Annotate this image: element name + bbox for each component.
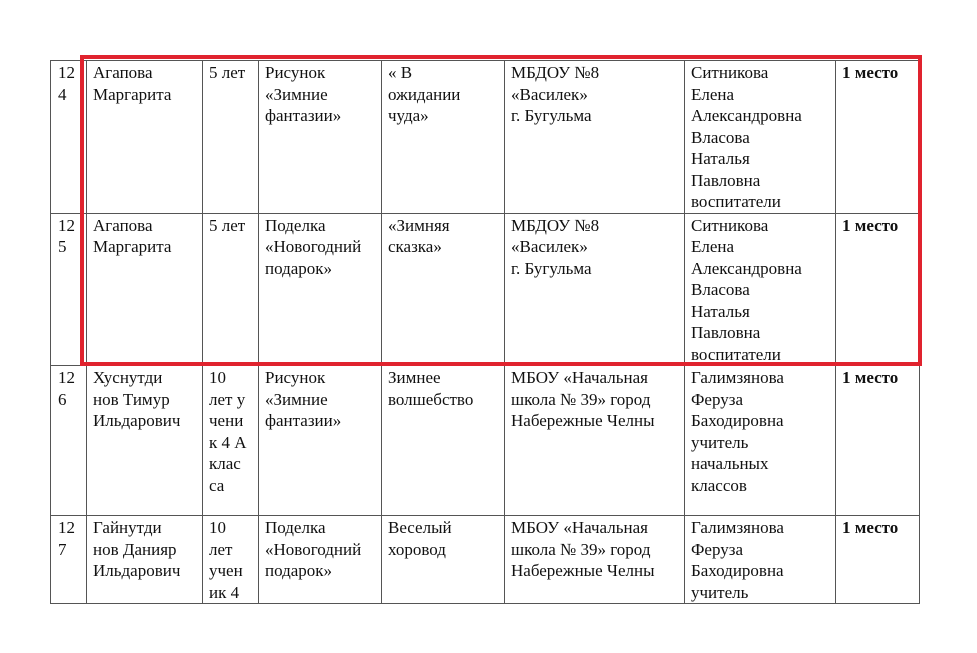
cell-text-line: Наталья	[691, 301, 750, 321]
cell-text-line: «Василек»	[511, 237, 588, 256]
teacher-cell	[685, 61, 836, 214]
cell-text-line: Павловна	[691, 323, 761, 342]
cell-text-line: Рисунок	[265, 368, 326, 387]
cell-text-line: « В	[388, 63, 413, 82]
institution-cell	[505, 213, 685, 366]
cell-text-line: учитель	[691, 582, 749, 602]
cell-text-line: Галимзянова	[691, 518, 784, 537]
work-type-cell	[259, 366, 382, 516]
cell-text-line: МБДОУ №8	[511, 63, 600, 82]
cell-text-line: 6	[58, 389, 67, 409]
cell-text-line: ик 4	[209, 582, 240, 602]
cell-text-line: начальных	[691, 454, 769, 473]
teacher-cell	[685, 516, 836, 604]
cell-text-line: клас	[209, 454, 241, 473]
cell-text-line: учитель	[691, 432, 749, 452]
cell-text-line: 12	[58, 368, 75, 387]
cell-text-line: Веселый	[388, 518, 452, 537]
teacher-cell	[685, 366, 836, 516]
cell-text-line: Феруза	[691, 389, 744, 409]
place-label: 1 место	[842, 518, 899, 537]
cell-text-line: са	[209, 475, 225, 495]
institution-cell	[505, 61, 685, 214]
cell-text-line: Маргарита	[93, 237, 172, 256]
table-body	[51, 61, 920, 604]
cell-text-line: нов Данияр	[93, 539, 177, 559]
cell-text-line: 7	[58, 539, 67, 559]
cell-text-line: лет у	[209, 389, 246, 409]
place-cell	[836, 516, 920, 604]
cell-text-line: «Зимняя	[388, 215, 450, 235]
cell-text-line: Феруза	[691, 539, 744, 559]
work-type-cell	[259, 61, 382, 214]
institution-cell	[505, 366, 685, 516]
cell-text-line: сказка»	[388, 237, 442, 256]
cell-text-line: подарок»	[265, 561, 333, 580]
cell-text-line: МБОУ «Начальная	[511, 518, 648, 537]
place-label: 1 место	[842, 63, 899, 82]
cell-text-line: школа № 39» город	[511, 539, 651, 559]
cell-text-line: воспитатели	[691, 344, 781, 364]
cell-text-line: хоровод	[388, 539, 446, 559]
cell-text-line: Александровна	[691, 106, 802, 125]
cell-text-line: классов	[691, 475, 747, 495]
participant-name-cell	[87, 61, 203, 214]
cell-text-line: 5	[58, 237, 67, 256]
cell-text-line: Баходировна	[691, 411, 784, 430]
cell-text-line: Баходировна	[691, 561, 784, 580]
work-type-cell	[259, 213, 382, 366]
cell-text-line: нов Тимур	[93, 389, 170, 409]
table-row	[51, 61, 920, 214]
cell-text-line: «Зимние	[265, 389, 328, 409]
cell-text-line: Гайнутди	[93, 518, 162, 537]
cell-text-line: МБОУ «Начальная	[511, 368, 648, 387]
cell-text-line: 5 лет	[209, 215, 246, 235]
cell-text-line: к 4 А	[209, 432, 247, 452]
cell-text-line: 10	[209, 368, 226, 387]
cell-text-line: Павловна	[691, 170, 761, 190]
cell-text-line: фантазии»	[265, 106, 342, 125]
cell-text-line: Агапова	[93, 63, 153, 82]
row-number-cell	[51, 366, 87, 516]
cell-text-line: «Василек»	[511, 84, 588, 104]
age-cell	[203, 366, 259, 516]
cell-text-line: чуда»	[388, 106, 429, 125]
row-number-cell	[51, 213, 87, 366]
work-title-cell	[382, 213, 505, 366]
cell-text-line: Елена	[691, 237, 735, 256]
cell-text-line: Ситникова	[691, 215, 769, 235]
teacher-cell	[685, 213, 836, 366]
cell-text-line: «Зимние	[265, 84, 328, 104]
cell-text-line: воспитатели	[691, 192, 781, 211]
table-row	[51, 516, 920, 604]
cell-text-line: Елена	[691, 84, 735, 104]
cell-text-line: «Новогодний	[265, 237, 362, 256]
cell-text-line: МБДОУ №8	[511, 215, 600, 235]
work-title-cell	[382, 366, 505, 516]
cell-text-line: 4	[58, 84, 67, 104]
cell-text-line: Поделка	[265, 518, 326, 537]
table-row	[51, 366, 920, 516]
cell-text-line: Ильдарович	[93, 411, 181, 430]
cell-text-line: Галимзянова	[691, 368, 784, 387]
participant-name-cell	[87, 213, 203, 366]
cell-text-line: Зимнее	[388, 368, 441, 387]
cell-text-line: Набережные Челны	[511, 561, 655, 580]
table-row	[51, 213, 920, 366]
cell-text-line: лет	[209, 539, 233, 559]
cell-text-line: 10	[209, 518, 226, 537]
cell-text-line: Рисунок	[265, 63, 326, 82]
cell-text-line: г. Бугульма	[511, 106, 592, 125]
work-type-cell	[259, 516, 382, 604]
place-label: 1 место	[842, 215, 899, 235]
cell-text-line: Власова	[691, 127, 750, 147]
cell-text-line: Наталья	[691, 149, 750, 168]
cell-text-line: Маргарита	[93, 84, 172, 104]
place-cell	[836, 213, 920, 366]
cell-text-line: Александровна	[691, 258, 802, 278]
place-cell	[836, 366, 920, 516]
cell-text-line: Хуснутди	[93, 368, 163, 387]
row-number-cell	[51, 516, 87, 604]
cell-text-line: подарок»	[265, 258, 333, 278]
work-title-cell	[382, 61, 505, 214]
cell-text-line: Власова	[691, 280, 750, 299]
row-number-cell	[51, 61, 87, 214]
cell-text-line: 5 лет	[209, 63, 246, 82]
cell-text-line: волшебство	[388, 389, 474, 409]
cell-text-line: чени	[209, 411, 244, 430]
cell-text-line: учен	[209, 561, 243, 580]
cell-text-line: Ильдарович	[93, 561, 181, 580]
cell-text-line: Агапова	[93, 215, 153, 235]
work-title-cell	[382, 516, 505, 604]
cell-text-line: Ситникова	[691, 63, 769, 82]
age-cell	[203, 61, 259, 214]
place-label: 1 место	[842, 368, 899, 387]
cell-text-line: фантазии»	[265, 411, 342, 430]
cell-text-line: ожидании	[388, 84, 461, 104]
cell-text-line: «Новогодний	[265, 539, 362, 559]
institution-cell	[505, 516, 685, 604]
cell-text-line: 12	[58, 518, 75, 537]
cell-text-line: Поделка	[265, 215, 326, 235]
place-cell	[836, 61, 920, 214]
age-cell	[203, 516, 259, 604]
cell-text-line: г. Бугульма	[511, 258, 592, 278]
participant-name-cell	[87, 366, 203, 516]
results-table	[50, 60, 920, 604]
cell-text-line: 12	[58, 215, 75, 235]
cell-text-line: 12	[58, 63, 75, 82]
cell-text-line: школа № 39» город	[511, 389, 651, 409]
participant-name-cell	[87, 516, 203, 604]
age-cell	[203, 213, 259, 366]
cell-text-line: Набережные Челны	[511, 411, 655, 430]
